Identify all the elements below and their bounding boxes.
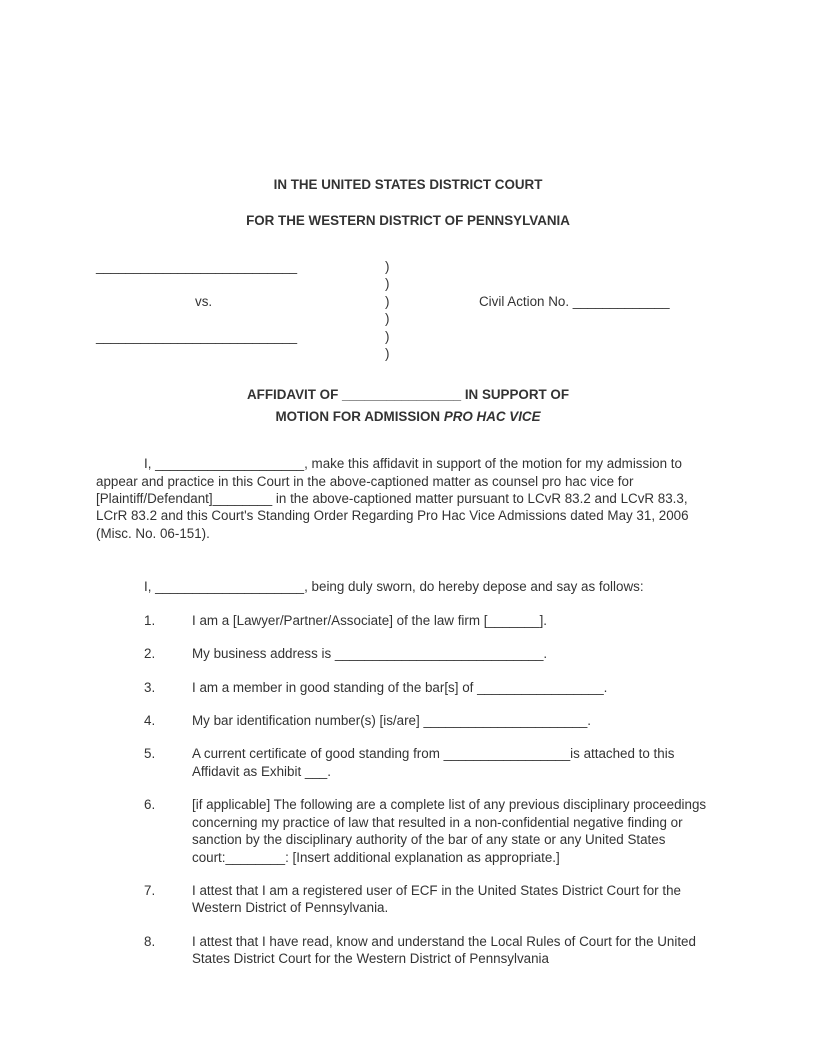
caption-paren: ) xyxy=(385,328,390,344)
title-line-2-prefix: MOTION FOR ADMISSION xyxy=(275,408,444,424)
caption-spacer xyxy=(432,258,720,275)
item-text: A current certificate of good standing from _________________is attached to this Affidavit as Exhibit ___. xyxy=(192,746,675,779)
item-number: 7. xyxy=(144,882,156,898)
document-title-line-2 xyxy=(96,408,720,425)
item-number: 3. xyxy=(144,679,156,695)
list-item xyxy=(144,679,720,696)
item-text: My bar identification number(s) [is/are] ______________________. xyxy=(192,713,592,729)
list-item xyxy=(144,712,720,729)
vs-label: vs. xyxy=(195,293,213,309)
document-title-line-1: AFFIDAVIT OF ________________ IN SUPPORT OF xyxy=(247,387,569,403)
caption-paren: ) xyxy=(385,293,390,309)
civil-action-number: Civil Action No. _____________ xyxy=(479,293,670,309)
caption-paren: ) xyxy=(385,258,390,274)
list-item xyxy=(144,745,720,780)
court-header xyxy=(96,176,720,230)
defendant-blank-line: ___________________________ xyxy=(96,328,298,344)
list-item xyxy=(144,933,720,968)
sworn-statement-line: I, ____________________, being duly sworn, do hereby depose and say as follows: xyxy=(144,579,644,595)
court-header-line-2: FOR THE WESTERN DISTRICT OF PENNSYLVANIA xyxy=(246,213,570,229)
caption-spacer xyxy=(432,345,720,362)
item-number: 8. xyxy=(144,933,156,949)
list-item xyxy=(144,882,720,917)
case-caption xyxy=(96,258,720,363)
item-number: 6. xyxy=(144,797,156,813)
item-text: My business address is ____________________________. xyxy=(192,646,548,662)
caption-paren: ) xyxy=(385,345,390,361)
document-title xyxy=(96,386,720,425)
caption-paren: ) xyxy=(385,311,390,327)
court-header-line-1: IN THE UNITED STATES DISTRICT COURT xyxy=(273,177,543,192)
caption-spacer xyxy=(96,310,385,327)
list-item xyxy=(144,612,720,629)
item-text: I attest that I have read, know and understand the Local Rules of Court for the United States District Court for the Western District of Pennsylvania xyxy=(192,933,696,967)
list-item xyxy=(144,796,720,866)
caption-spacer xyxy=(96,345,385,362)
item-text: [if applicable] The following are a complete list of any previous disciplinary proceedings concerning my practice of law that resulted in a non-confidential negative finding or sanction by the disciplinary authority of the bar of any state or any United States court:________: [Insert additional explanation as appropriate.] xyxy=(192,797,707,865)
item-number: 4. xyxy=(144,713,156,729)
title-line-2-pro-hac-vice: PRO HAC VICE xyxy=(443,408,541,424)
caption-spacer xyxy=(432,310,720,327)
numbered-items-list xyxy=(96,612,720,968)
item-number: 2. xyxy=(144,646,156,662)
list-item xyxy=(144,645,720,662)
item-text: I am a member in good standing of the bar[s] of _________________. xyxy=(192,679,608,695)
caption-spacer xyxy=(96,275,385,292)
plaintiff-blank-line: ___________________________ xyxy=(96,258,298,274)
item-text: I am a [Lawyer/Partner/Associate] of the law firm [_______]. xyxy=(192,612,548,628)
caption-spacer xyxy=(432,275,720,292)
item-number: 5. xyxy=(144,746,156,762)
caption-paren: ) xyxy=(385,276,390,292)
caption-spacer xyxy=(432,328,720,345)
item-number: 1. xyxy=(144,612,156,628)
item-text: I attest that I am a registered user of ECF in the United States District Court for the Western District of Pennsylvania. xyxy=(192,882,681,916)
intro-paragraph: I, ____________________, make this affidavit in support of the motion for my admission to appear and practice in this Court in the above-captioned matter as counsel pro hac vice for [Plaintiff/Defendant]________ in the above-captioned matter pursuant to LCvR 83.2 and LCvR 83.3, LCrR 83.2 and this Court's Standing Order Regarding Pro Hac Vice Admissions dated May 31, 2006 (Misc. No. 06-151). xyxy=(96,456,689,541)
